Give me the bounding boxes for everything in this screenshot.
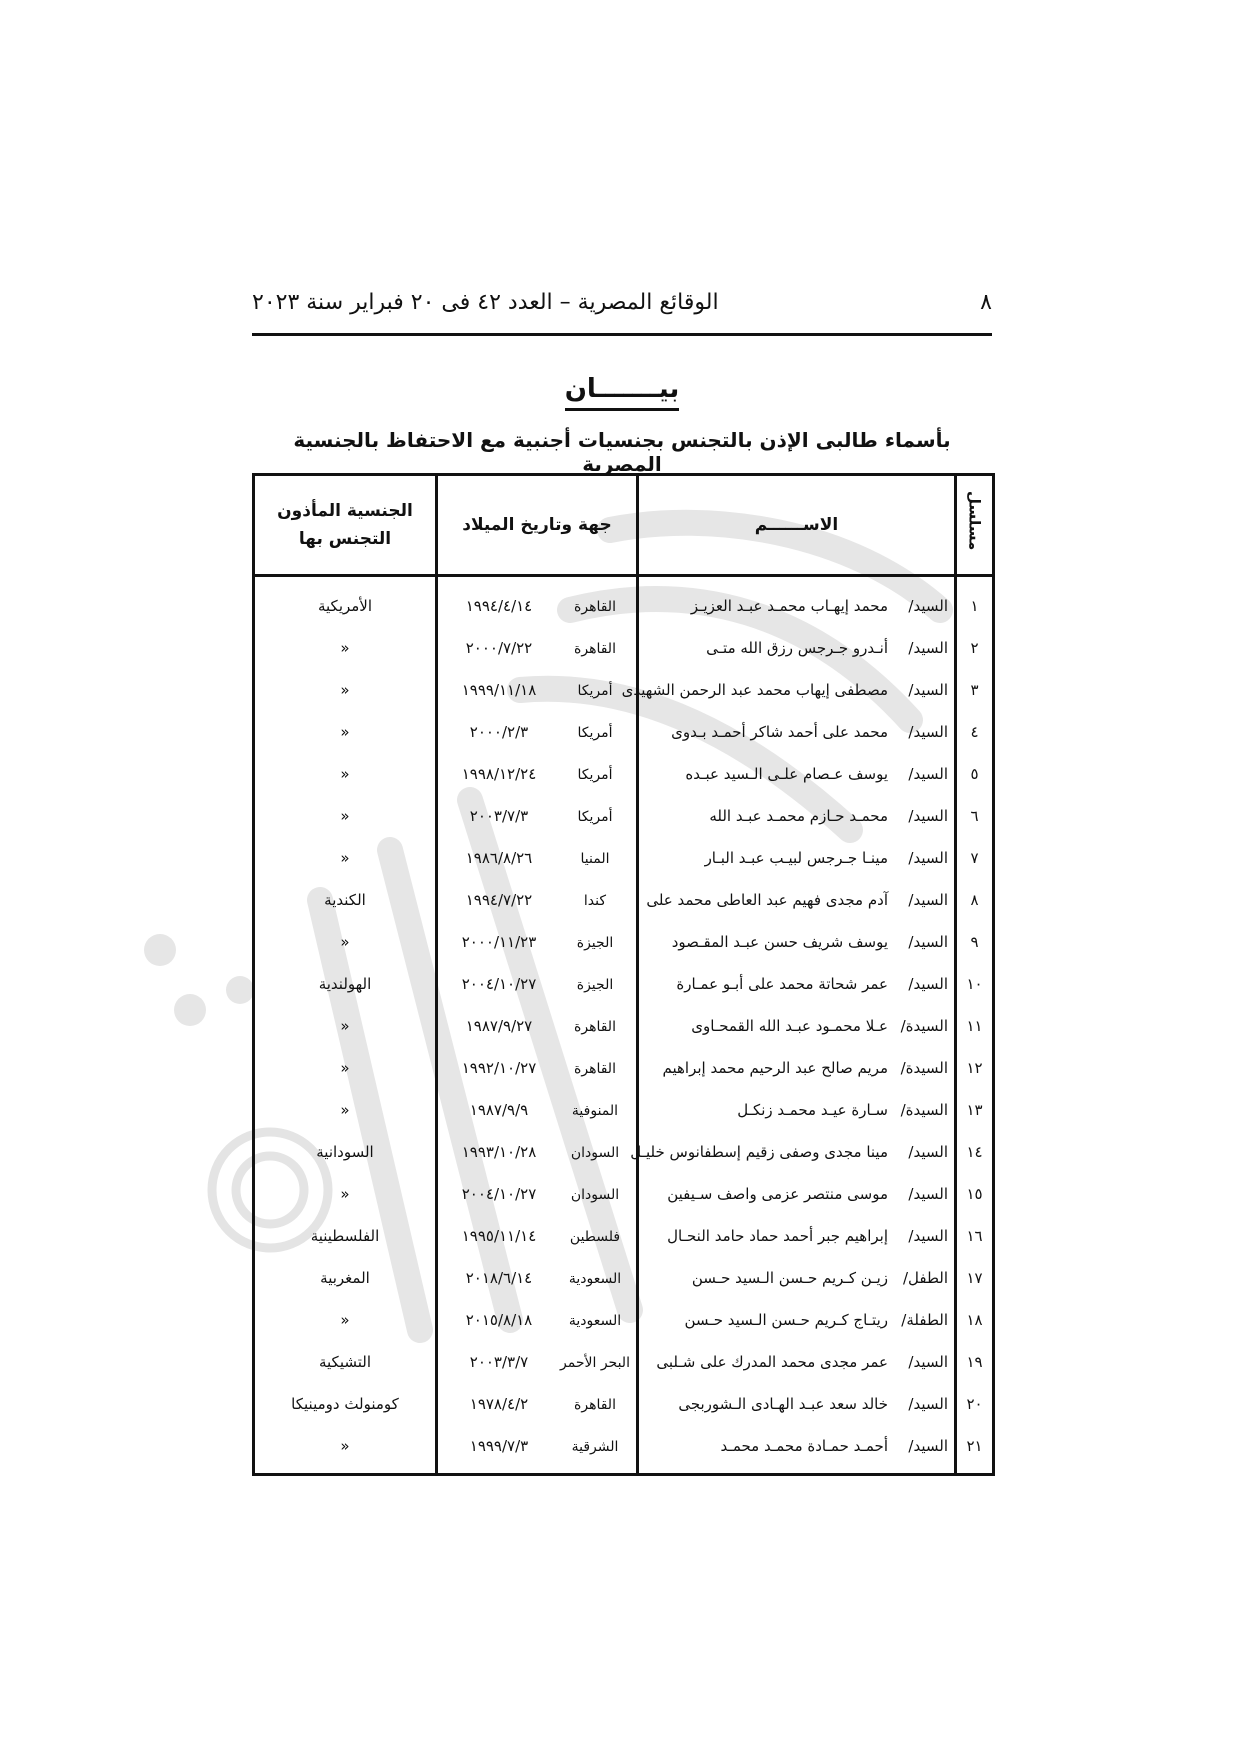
birth-place: السعودية xyxy=(568,1271,622,1287)
name-cell xyxy=(638,711,956,753)
table-row xyxy=(254,1047,994,1089)
birth-place: أمريكا xyxy=(577,683,613,699)
table-row xyxy=(254,711,994,753)
name-cell xyxy=(638,1047,956,1089)
table-row xyxy=(254,1005,994,1047)
nationality-cell: « xyxy=(340,849,350,867)
birth-cell xyxy=(437,837,638,879)
birth-date: ١٩٩٩/١١/١٨ xyxy=(461,681,537,699)
name-cell xyxy=(638,921,956,963)
nationality-cell: « xyxy=(340,807,350,825)
honorific: السيد/ xyxy=(908,807,948,825)
full-name: ريتـاج كـريم حـسن الـسيد حـسن xyxy=(684,1311,888,1329)
table-row xyxy=(254,627,994,669)
serial-cell: ٤ xyxy=(956,711,994,753)
full-name: يوسف شريف حسن عبـد المقـصود xyxy=(671,933,888,951)
full-name: خالد سعد عبـد الهـادى الـشوربجى xyxy=(678,1395,888,1413)
birth-cell xyxy=(437,963,638,1005)
table-row xyxy=(254,1131,994,1173)
document-subtitle: بأسماء طالبى الإذن بالتجنس بجنسيات أجنبية مع الاحتفاظ بالجنسية المصرية xyxy=(293,428,951,476)
nationality-cell: « xyxy=(340,1017,350,1035)
birth-place: القاهرة xyxy=(574,641,616,657)
birth-date: ٢٠٠٠/١١/٢٣ xyxy=(461,933,537,951)
full-name: محمد على أحمد شاكر أحمـد بـدوى xyxy=(671,723,888,741)
birth-place: الشرقية xyxy=(571,1439,619,1455)
honorific: السيد/ xyxy=(908,933,948,951)
birth-cell xyxy=(437,627,638,669)
birth-cell xyxy=(437,1047,638,1089)
name-cell xyxy=(638,753,956,795)
table-row xyxy=(254,669,994,711)
table-row xyxy=(254,963,994,1005)
gazette-header-title: الوقائع المصرية – العدد ٤٢ فى ٢٠ فبراير سنة ٢٠٢٣ xyxy=(252,289,719,315)
nationality-cell: التشيكية xyxy=(318,1353,372,1371)
name-cell xyxy=(638,1341,956,1383)
birth-date: ٢٠٠٣/٧/٣ xyxy=(469,807,529,825)
birth-cell xyxy=(437,711,638,753)
birth-place: أمريكا xyxy=(577,767,613,783)
nationality-cell: « xyxy=(340,1059,350,1077)
serial-cell: ٢ xyxy=(956,627,994,669)
birth-cell xyxy=(437,753,638,795)
nationality-cell: المغربية xyxy=(320,1269,370,1287)
nationality-cell: « xyxy=(340,1101,350,1119)
nationality-cell: السودانية xyxy=(316,1143,374,1161)
table-row xyxy=(254,1341,994,1383)
full-name: محمد إيهـاب محمـد عبـد العزيـز xyxy=(690,597,888,615)
honorific: السيد/ xyxy=(908,849,948,867)
birth-cell xyxy=(437,1173,638,1215)
name-cell xyxy=(638,1257,956,1299)
table-body xyxy=(254,576,994,1475)
page-header xyxy=(252,282,992,322)
table-row xyxy=(254,1215,994,1257)
birth-place: كندا xyxy=(583,893,607,909)
table-row xyxy=(254,1173,994,1215)
nationality-cell: « xyxy=(340,639,350,657)
birth-place: القاهرة xyxy=(574,1019,616,1035)
serial-cell: ١٤ xyxy=(956,1131,994,1173)
serial-cell: ١٠ xyxy=(956,963,994,1005)
birth-cell xyxy=(437,1005,638,1047)
table-row xyxy=(254,1089,994,1131)
nationality-cell: « xyxy=(340,1185,350,1203)
birth-cell xyxy=(437,921,638,963)
serial-cell: ٧ xyxy=(956,837,994,879)
honorific: السيد/ xyxy=(908,723,948,741)
nationality-cell: الأمريكية xyxy=(317,597,373,615)
col-header-serial-text: مسلسل xyxy=(965,490,984,551)
full-name: زيـن كـريم حـسن الـسيد حـسن xyxy=(691,1269,888,1287)
full-name: محمـد حـازم محمـد عبـد الله xyxy=(709,807,888,825)
birth-date: ٢٠١٨/٦/١٤ xyxy=(465,1269,533,1287)
full-name: أحمـد حمـادة محمـد محمـد xyxy=(720,1437,888,1455)
nationality-cell: « xyxy=(340,765,350,783)
full-name: مينا مجدى وصفى زقيم إسطفانوس خليـل xyxy=(630,1143,888,1161)
serial-cell: ١٢ xyxy=(956,1047,994,1089)
birth-cell xyxy=(437,795,638,837)
birth-cell xyxy=(437,576,638,628)
birth-date: ٢٠٠٠/٢/٣ xyxy=(469,723,529,741)
birth-cell xyxy=(437,1215,638,1257)
nationality-cell: الكندية xyxy=(324,891,366,909)
table-row xyxy=(254,753,994,795)
birth-date: ١٩٨٧/٩/٩ xyxy=(469,1101,529,1119)
table-row xyxy=(254,1299,994,1341)
honorific: السيد/ xyxy=(908,975,948,993)
birth-place: المنيا xyxy=(580,851,610,867)
col-header-name: الاســــــم xyxy=(638,475,956,576)
table-row xyxy=(254,1425,994,1475)
col-header-nationality-line1: الجنسية المأذون xyxy=(277,501,413,521)
birth-cell xyxy=(437,1383,638,1425)
birth-date: ٢٠٠٤/١٠/٢٧ xyxy=(461,975,537,993)
birth-cell xyxy=(437,1257,638,1299)
table-row xyxy=(254,795,994,837)
birth-place: المنوفية xyxy=(571,1103,619,1119)
full-name: يوسف عـصام علـى الـسيد عبـده xyxy=(685,765,888,783)
full-name: آدم مجدى فهيم عبد العاطى محمد على xyxy=(646,891,888,909)
name-cell xyxy=(638,1005,956,1047)
full-name: أنـدرو جـرجس رزق الله متـى xyxy=(706,639,888,657)
name-cell xyxy=(638,1425,956,1475)
honorific: السيد/ xyxy=(908,1395,948,1413)
birth-place: السودان xyxy=(570,1187,620,1203)
honorific: السيد/ xyxy=(908,1185,948,1203)
birth-cell xyxy=(437,879,638,921)
birth-cell xyxy=(437,1299,638,1341)
full-name: موسى منتصر عزمى واصف سـيفين xyxy=(667,1185,888,1203)
honorific: الطفل/ xyxy=(902,1269,948,1287)
honorific: السيد/ xyxy=(908,1437,948,1455)
name-cell xyxy=(638,1299,956,1341)
birth-date: ١٩٩٥/١١/١٤ xyxy=(461,1227,537,1245)
col-header-nationality-line2: التجنس بها xyxy=(298,529,392,549)
birth-place: فلسطين xyxy=(569,1229,621,1245)
honorific: السيد/ xyxy=(908,1353,948,1371)
full-name: عمر مجدى محمد المدرك على شـلبى xyxy=(656,1353,888,1371)
birth-cell xyxy=(437,1341,638,1383)
honorific: الطفلة/ xyxy=(901,1311,948,1329)
birth-date: ١٩٧٨/٤/٢ xyxy=(469,1395,529,1413)
nationality-cell: الهولندية xyxy=(318,975,372,993)
name-cell xyxy=(621,669,956,711)
document-title-text: بيـــــــان xyxy=(565,374,680,411)
name-cell xyxy=(638,1215,956,1257)
birth-date: ٢٠٠٣/٣/٧ xyxy=(469,1353,529,1371)
col-header-birth: جهة وتاريخ الميلاد xyxy=(437,475,638,576)
name-cell xyxy=(630,1131,956,1173)
honorific: السيدة/ xyxy=(900,1017,948,1035)
honorific: السيد/ xyxy=(908,1143,948,1161)
table-row xyxy=(254,576,994,628)
naturalization-table xyxy=(252,473,995,1476)
page-number: ٨ xyxy=(980,289,992,315)
birth-place: أمريكا xyxy=(577,725,613,741)
birth-cell xyxy=(437,1131,638,1173)
name-cell xyxy=(638,879,956,921)
full-name: عمر شحاتة محمد على أبـو عمـارة xyxy=(676,975,888,993)
document-title xyxy=(252,374,992,404)
serial-cell: ٩ xyxy=(956,921,994,963)
table-row xyxy=(254,837,994,879)
serial-cell: ١ xyxy=(956,576,994,628)
full-name: مينـا جـرجس لبيـب عبـد البـار xyxy=(704,849,888,867)
nationality-cell: كومنولث دومينيكا xyxy=(291,1395,399,1413)
serial-cell: ١٧ xyxy=(956,1257,994,1299)
honorific: السيدة/ xyxy=(900,1059,948,1077)
birth-cell xyxy=(437,669,638,711)
name-cell xyxy=(638,837,956,879)
birth-date: ١٩٩٩/٧/٣ xyxy=(469,1437,529,1455)
name-cell xyxy=(638,795,956,837)
serial-cell: ١٥ xyxy=(956,1173,994,1215)
full-name: مريم صالح عبد الرحيم محمد إبراهيم xyxy=(662,1059,888,1077)
birth-date: ١٩٩٢/١٠/٢٧ xyxy=(461,1059,537,1077)
nationality-cell: « xyxy=(340,723,350,741)
serial-cell: ١١ xyxy=(956,1005,994,1047)
full-name: عـلا محمـود عبـد الله القمحـاوى xyxy=(691,1017,888,1035)
table-row xyxy=(254,1257,994,1299)
serial-cell: ٦ xyxy=(956,795,994,837)
birth-place: أمريكا xyxy=(577,809,613,825)
birth-date: ١٩٨٧/٩/٢٧ xyxy=(465,1017,533,1035)
serial-cell: ١٦ xyxy=(956,1215,994,1257)
serial-cell: ١٩ xyxy=(956,1341,994,1383)
birth-date: ١٩٩٤/٤/١٤ xyxy=(465,597,533,615)
serial-cell: ١٨ xyxy=(956,1299,994,1341)
nationality-cell: « xyxy=(340,681,350,699)
serial-cell: ٥ xyxy=(956,753,994,795)
name-cell xyxy=(638,1089,956,1131)
nationality-cell: « xyxy=(340,1437,350,1455)
serial-cell: ٨ xyxy=(956,879,994,921)
serial-cell: ١٣ xyxy=(956,1089,994,1131)
birth-cell xyxy=(437,1089,638,1131)
birth-date: ٢٠٠٤/١٠/٢٧ xyxy=(461,1185,537,1203)
birth-place: القاهرة xyxy=(574,1061,616,1077)
full-name: إبراهيم جبر أحمد حماد حامد النحـال xyxy=(667,1227,888,1245)
honorific: السيد/ xyxy=(908,1227,948,1245)
birth-date: ٢٠١٥/٨/١٨ xyxy=(465,1311,533,1329)
full-name: مصطفى إيهاب محمد عبد الرحمن الشهيدى xyxy=(621,681,888,699)
name-cell xyxy=(638,963,956,1005)
birth-place: القاهرة xyxy=(574,599,616,615)
birth-date: ١٩٩٤/٧/٢٢ xyxy=(465,891,533,909)
birth-date: ٢٠٠٠/٧/٢٢ xyxy=(465,639,533,657)
birth-date: ١٩٩٣/١٠/٢٨ xyxy=(461,1143,537,1161)
serial-cell: ٢١ xyxy=(956,1425,994,1475)
honorific: السيد/ xyxy=(908,891,948,909)
name-cell xyxy=(638,627,956,669)
birth-date: ١٩٨٦/٨/٢٦ xyxy=(465,849,533,867)
nationality-cell: الفلسطينية xyxy=(310,1227,380,1245)
name-cell xyxy=(638,1173,956,1215)
honorific: السيد/ xyxy=(908,765,948,783)
honorific: السيد/ xyxy=(908,639,948,657)
col-header-serial xyxy=(956,475,994,576)
honorific: السيد/ xyxy=(908,681,948,699)
honorific: السيدة/ xyxy=(900,1101,948,1119)
nationality-cell: « xyxy=(340,933,350,951)
table-row xyxy=(254,1383,994,1425)
serial-cell: ٣ xyxy=(956,669,994,711)
table-row xyxy=(254,921,994,963)
birth-place: الجيزة xyxy=(576,977,614,993)
birth-place: القاهرة xyxy=(574,1397,616,1413)
name-cell xyxy=(638,576,956,628)
birth-place: الجيزة xyxy=(576,935,614,951)
honorific: السيد/ xyxy=(908,597,948,615)
birth-place: السعودية xyxy=(568,1313,622,1329)
table-header-row xyxy=(254,475,994,576)
birth-date: ١٩٩٨/١٢/٢٤ xyxy=(461,765,537,783)
birth-place: السودان xyxy=(570,1145,620,1161)
table-row xyxy=(254,879,994,921)
full-name: سـارة عيـد محمـد زنكـل xyxy=(737,1101,888,1119)
col-header-nationality xyxy=(254,475,437,576)
birth-place: البحر الأحمر xyxy=(560,1355,630,1371)
name-cell xyxy=(638,1383,956,1425)
birth-cell xyxy=(437,1425,638,1475)
header-divider xyxy=(252,333,992,336)
serial-cell: ٢٠ xyxy=(956,1383,994,1425)
nationality-cell: « xyxy=(340,1311,350,1329)
